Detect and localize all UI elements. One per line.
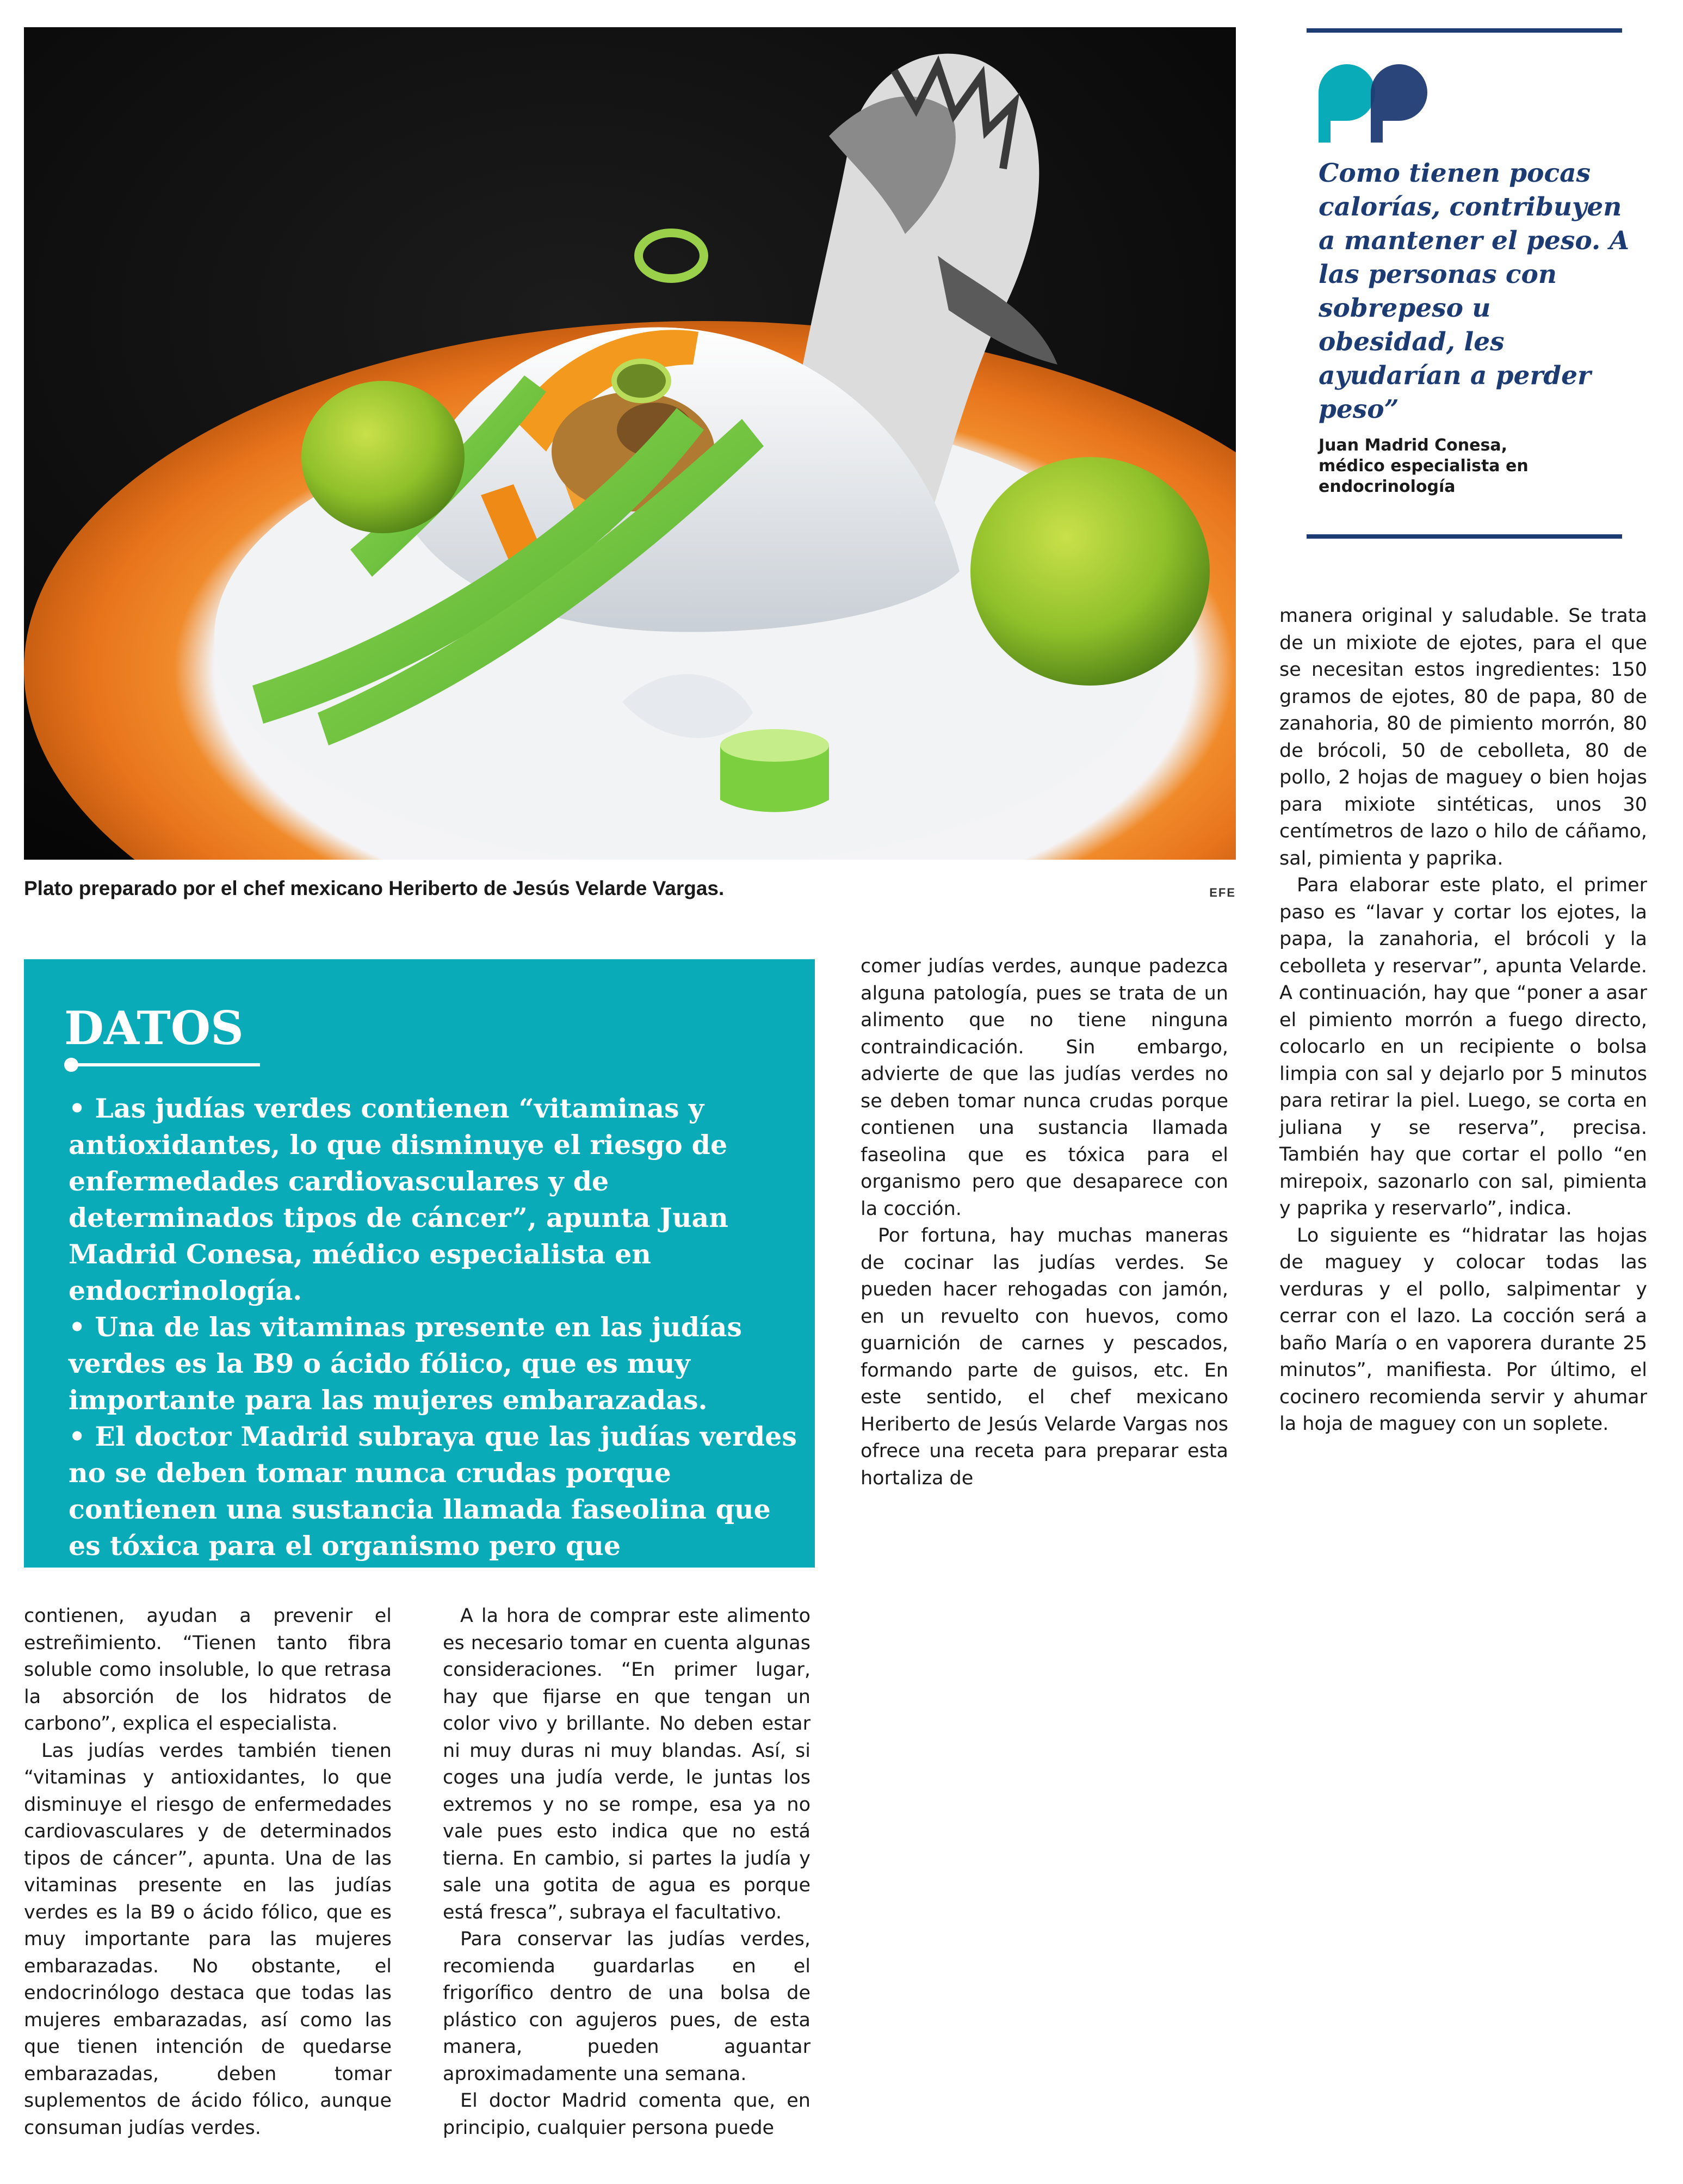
datos-item: • El doctor Madrid subraya que las judías verdes no se deben tomar nunca crudas porque contienen una sustancia llamada faseolina que es tóxica para el organismo pero que desaparece con la cocción. [69, 1421, 797, 1598]
speech-bubbles-logo-icon [1319, 61, 1433, 146]
datos-title: DATOS [64, 1001, 244, 1055]
article-paragraph: comer judías verdes, aunque padezca alguna patología, pues se trata de un alimento que no tiene ninguna contraindicación. Sin embargo, advierte de que las judías verdes no se deben tomar nunca crudas porque contienen una sustancia llamada faseolina que es tóxica para el organismo pero que desaparece con la cocción. [861, 955, 1228, 1220]
dish-illustration [24, 27, 1236, 860]
article-paragraph: A la hora de comprar este alimento es necesario tomar en cuenta algunas consideraciones. “En primer lugar, hay que fijarse en que tengan un color vivo y brillante. No deben estar ni muy duras ni muy blandas. Así, si coges una judía verde, le juntas los extremos y no se rompe, esa ya no vale pues esto indica que no está tierna. En cambio, si partes la judía y sale una gotita de agua es porque está fresca”, subraya el facultativo. [443, 1605, 810, 1923]
datos-title-dot [64, 1058, 78, 1072]
article-paragraph: manera original y saludable. Se trata de un mixiote de ejotes, para el que se necesitan estos ingredientes: 150 gramos de ejotes, 80 de papa, 80 de zanahoria, 80 de pimiento morrón, 80 de brócoli, 50 de cebolleta, 80 de pollo, 2 hojas de maguey o bien hojas para mixiote sintéticas, unos 30 centímetros de lazo o hilo de cáñamo, sal, pimienta y paprika. [1279, 605, 1647, 869]
article-paragraph: Para elaborar este plato, el primer paso es “lavar y cortar los ejotes, la papa, la zanahoria, el brócoli y la cebolleta y reservar”, apunta Velarde. A continuación, hay que “poner a asar el pimiento morrón a fuego directo, colocarlo en un recipiente o bolsa limpia con sal y dejarlo por 5 minutos para retirar la piel. Luego, se corta en juliana y se reserva”, precisa. También hay que cortar el pollo “en mirepoix, sazonarlo con sal, pimienta y paprika y reservarlo”, indica. [1279, 874, 1647, 1219]
article-paragraph: contienen, ayudan a prevenir el estreñimiento. “Tienen tanto fibra soluble como insoluble, lo que retrasa la absorción de los hidratos de carbono”, explica el especialista. [24, 1605, 392, 1735]
quote-author-role: médico especialista en endocrinología [1319, 456, 1529, 496]
datos-list [69, 1090, 797, 1601]
article-paragraph: El doctor Madrid comenta que, en principio, cualquier persona puede [443, 2090, 810, 2139]
article-paragraph: Por fortuna, hay muchas maneras de cocinar las judías verdes. Se pueden hacer rehogadas con jamón, en un revuelto con huevos, como guarnición de carnes y pescados, formando parte de guisos, etc. En este sentido, el chef mexicano Heriberto de Jesús Velarde Vargas nos ofrece una receta para preparar esta hortaliza de [861, 1225, 1228, 1489]
quote-bottom-rule [1307, 534, 1622, 539]
photo-caption: Plato preparado por el chef mexicano Heriberto de Jesús Velarde Vargas. [24, 877, 725, 899]
article-column-4 [1279, 603, 1647, 1438]
quote-author [1319, 435, 1623, 497]
pull-quote: Como tienen pocas calorías, contribuyen a mantener el peso. A las personas con sobrepeso u obesidad, les ayudarían a perder peso” [1319, 158, 1630, 424]
article-column-2 [443, 1603, 810, 2142]
dish-photo [24, 27, 1236, 860]
article-paragraph: Lo siguiente es “hidratar las hojas de maguey y colocar todas las verduras y el pollo, salpimentar y cerrar con el lazo. La cocción será a baño María o en vaporera durante 25 minutos”, manifiesta. Por último, el cocinero recomienda servir y ahumar la hoja de maguey con un soplete. [1279, 1224, 1647, 1435]
article-paragraph: Para conservar las judías verdes, recomienda guardarlas en el frigorífico dentro de una bolsa de plástico con agujeros pues, de esta manera, pueden aguantar aproximadamente una semana. [443, 1928, 810, 2085]
datos-item: • Las judías verdes contienen “vitaminas y antioxidantes, lo que disminuye el riesgo de enfermedades cardiovasculares y de determinados tipos de cáncer”, apunta Juan Madrid Conesa, médico especialista en endocrinología. [69, 1093, 728, 1306]
article-column-1 [24, 1603, 392, 2142]
photo-credit: EFE [1209, 886, 1236, 899]
article-column-3 [861, 953, 1228, 1492]
quote-top-rule [1307, 28, 1622, 33]
datos-item: • Una de las vitaminas presente en las judías verdes es la B9 o ácido fólico, que es muy importante para las mujeres embarazadas. [69, 1311, 742, 1416]
datos-title-underline [70, 1063, 260, 1066]
article-paragraph: Las judías verdes también tienen “vitaminas y antioxidantes, lo que disminuye el riesgo de enfermedades cardiovasculares y de determinados tipos de cáncer”, apunta. Una de las vitaminas presente en las judías verdes es la B9 o ácido fólico, que es muy importante para las mujeres embarazadas. No obstante, el endocrinólogo destaca que todas las mujeres embarazadas, así como las que tienen intención de quedarse embarazadas, deben tomar suplementos de ácido fólico, aunque consuman judías verdes. [24, 1739, 392, 2139]
quote-author-name: Juan Madrid Conesa, [1319, 436, 1507, 455]
